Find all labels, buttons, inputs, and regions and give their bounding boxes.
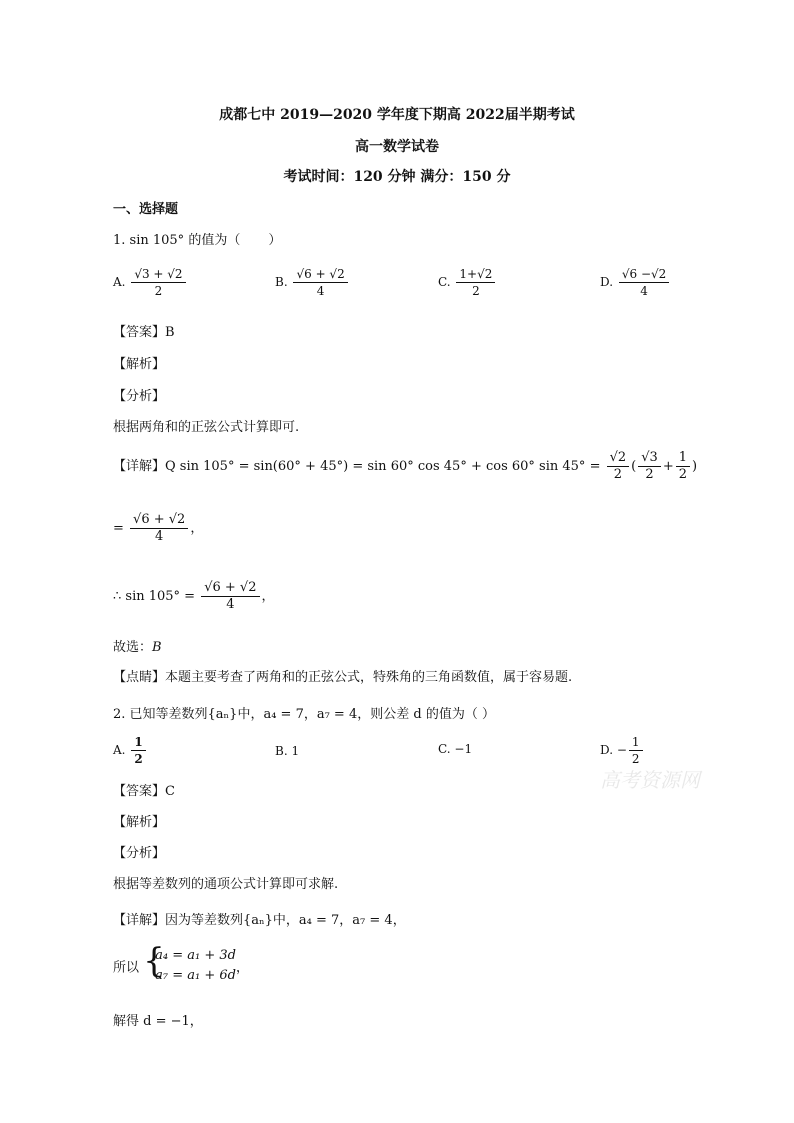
option-letter: D. (600, 743, 614, 757)
frac-numerator: 1 (676, 450, 690, 467)
answer-label: 【答案】 (113, 325, 166, 340)
q1-fenxi: 【分析】 (113, 389, 166, 404)
q2-stem: 2. 已知等差数列{aₙ}中，a₄ = 7，a₇ = 4，则公差 d 的值为（ ） (113, 707, 495, 722)
system-line-2: a₇ = a₁ + 6d (155, 968, 236, 983)
exam-time-score: 考试时间：120 分钟 满分：150 分 (283, 169, 511, 185)
frac-numerator: √6 + √2 (201, 580, 259, 597)
option-letter: A. (113, 743, 126, 757)
option-denominator: 4 (316, 284, 325, 298)
option-numerator: √6 + √2 (293, 266, 347, 283)
q2-option-b: B. 1 (275, 744, 300, 758)
option-letter: C. (438, 275, 451, 289)
section-title: 一、选择题 (113, 202, 179, 217)
option-letter: D. (600, 275, 614, 289)
q1-option-d (600, 266, 671, 299)
option-numerator: 1 (629, 734, 643, 751)
frac-denominator: 4 (226, 597, 235, 612)
option-letter: A. (113, 275, 126, 289)
option-numerator: 1+√2 (456, 266, 495, 283)
minus-sign: − (616, 743, 627, 757)
frac-denominator: 4 (155, 529, 164, 544)
exam-title: 成都七中 2019—2020 学年度下期高 2022届半期考试 (219, 107, 575, 123)
frac-denominator: 2 (645, 467, 654, 482)
frac-numerator: √3 (638, 450, 661, 467)
comma: ， (236, 960, 250, 976)
watermark: 高考资源网 (600, 768, 700, 792)
comma: ， (261, 589, 275, 604)
q2-option-c: C. −1 (438, 742, 473, 756)
frac-denominator: 2 (613, 467, 623, 482)
q1-choose (113, 636, 162, 655)
answer-value: C (165, 784, 175, 799)
brace-icon: { (143, 941, 165, 981)
detail-expression: Q sin 105° = sin(60° + 45°) = sin 60° cos 45° + cos 60° sin 45° = (165, 459, 601, 474)
answer-label: 【答案】 (113, 784, 166, 799)
frac-numerator: √6 + √2 (130, 512, 188, 529)
answer-value: B (165, 325, 175, 340)
q1-answer (113, 321, 175, 340)
option-denominator: 2 (472, 284, 480, 298)
option-denominator: 2 (154, 284, 163, 298)
choose-value: B (152, 640, 162, 655)
q1-fenxi-text: 根据两角和的正弦公式计算即可. (113, 420, 300, 435)
q1-stem-close: ） (268, 233, 282, 248)
q2-answer (113, 780, 175, 799)
exam-subtitle: 高一数学试卷 (355, 139, 439, 155)
q1-stem (113, 229, 281, 248)
q1-detail (113, 450, 697, 483)
frac-numerator: √2 (607, 450, 630, 467)
option-numerator: √3 + √2 (131, 266, 185, 283)
detail-label: 【详解】 (113, 459, 166, 474)
q2-detail: 【详解】因为等差数列{aₙ}中，a₄ = 7，a₇ = 4， (113, 913, 406, 928)
option-numerator: 1 (131, 734, 145, 751)
comma: ， (190, 521, 204, 536)
q2-fenxi-text: 根据等差数列的通项公式计算即可求解. (113, 877, 339, 892)
system-line-1: a₄ = a₁ + 3d (155, 948, 236, 963)
option-denominator: 4 (640, 284, 648, 298)
q1-stem-text: 1. sin 105° 的值为（ (113, 233, 241, 248)
choose-label: 故选： (113, 640, 153, 655)
q2-fenxi: 【分析】 (113, 846, 166, 861)
option-letter: B. (275, 275, 288, 289)
option-denominator: 2 (134, 752, 143, 766)
option-numerator: √6 −√2 (619, 266, 669, 283)
equation-system (143, 941, 236, 986)
system-prefix: 所以 (113, 960, 140, 976)
paren-open: ( (631, 459, 637, 474)
q1-option-c (438, 266, 497, 299)
q2-jiexi: 【解析】 (113, 815, 166, 830)
option-denominator: 2 (631, 752, 640, 766)
q2-system (113, 941, 250, 986)
q2-option-d (600, 734, 645, 767)
paren-close: ) (692, 459, 698, 474)
q1-equation-2 (113, 512, 203, 545)
plus-sign: + (662, 459, 674, 474)
q2-option-a (113, 734, 148, 767)
frac-denominator: 2 (678, 467, 687, 482)
q1-option-b (275, 266, 350, 299)
q1-jiexi: 【解析】 (113, 357, 166, 372)
equation-left: ∴ sin 105° = (113, 589, 196, 604)
equals-sign: = (113, 521, 124, 536)
q1-comment: 【点睛】本题主要考查了两角和的正弦公式，特殊角的三角函数值，属于容易题. (113, 670, 573, 685)
q1-option-a (113, 266, 188, 299)
q1-equation-3 (113, 580, 275, 613)
q2-solve: 解得 d = −1， (113, 1014, 203, 1029)
